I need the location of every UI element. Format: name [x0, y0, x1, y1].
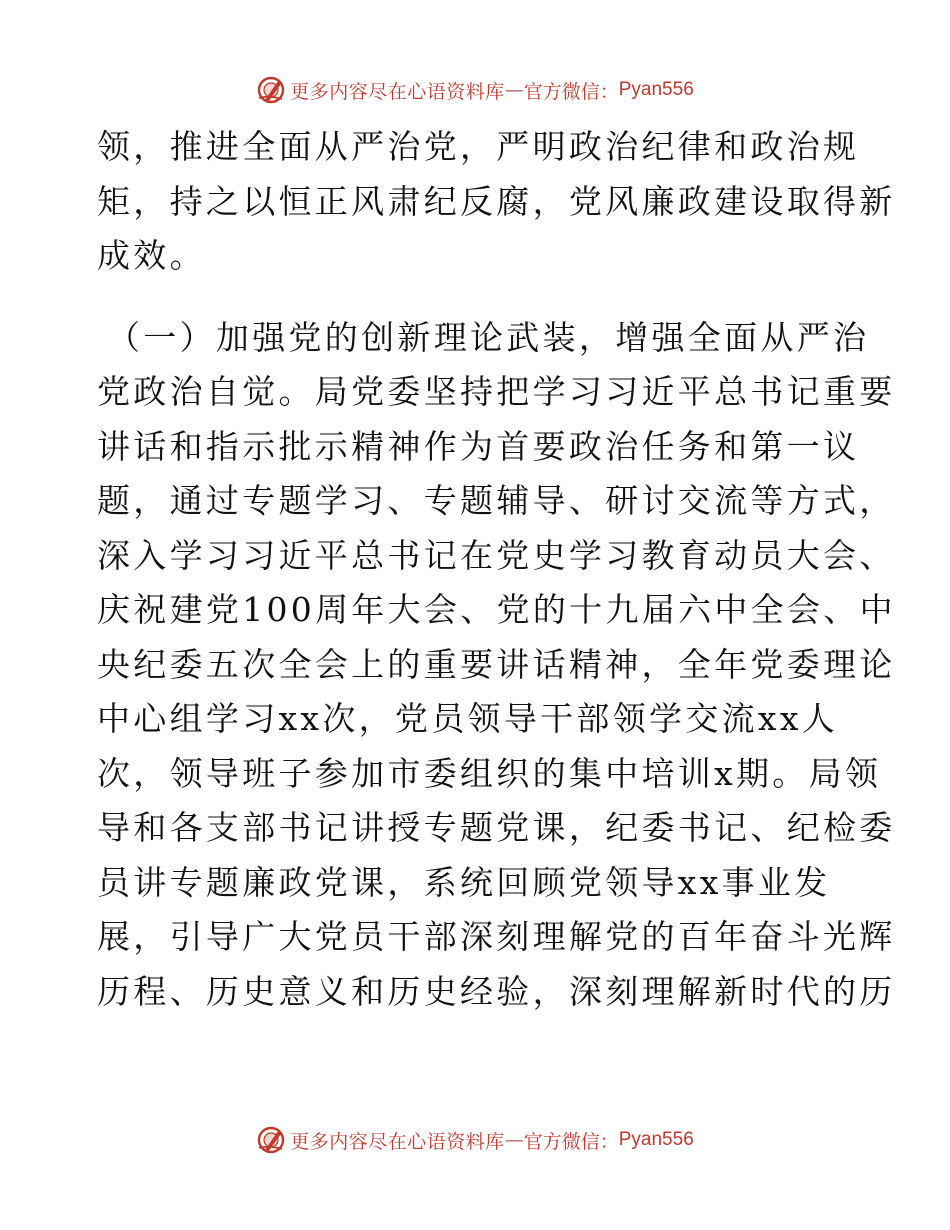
- text-line: 题，通过专题学习、专题辅导、研讨交流等方式，: [97, 481, 896, 520]
- pen-nib-logo-icon: [256, 75, 286, 105]
- pen-nib-logo-icon: [256, 1125, 286, 1155]
- paragraph-2: [97, 311, 896, 1020]
- text-line: 深入学习习近平总书记在党史学习教育动员大会、: [97, 535, 896, 575]
- text-line: 党政治自觉。局党委坚持把学习习近平总书记重要: [97, 372, 896, 411]
- text-line: 中心组学习xx次，党员领导干部领学交流xx人: [97, 699, 839, 738]
- banner-wechat-id: Pyan556: [618, 1129, 694, 1150]
- banner-site-text: 更多内容尽在心语资料库: [290, 1130, 505, 1153]
- footer-banner: [0, 1120, 950, 1160]
- document-body: [97, 120, 896, 1019]
- banner-wechat-id: Pyan556: [618, 79, 694, 100]
- banner-separator: —: [504, 1129, 524, 1151]
- text-line: 员讲专题廉政党课，系统回顾党领导xx事业发: [97, 862, 831, 902]
- text-line: 历程、历史意义和历史经验，深刻理解新时代的历: [97, 971, 896, 1011]
- text-line: 庆祝建党100周年大会、党的十九届六中全会、中: [97, 590, 896, 629]
- text-line: 次，领导班子参加市委组织的集中培训x期。局领: [97, 753, 882, 793]
- text-line: 矩，持之以恒正风肃纪反腐，党风廉政建设取得新: [97, 181, 896, 221]
- text-line: 领，推进全面从严治党，严明政治纪律和政治规: [97, 127, 860, 166]
- text-line: 展，引导广大党员干部深刻理解党的百年奋斗光辉: [97, 917, 896, 956]
- text-line: 导和各支部书记讲授专题党课，纪委书记、纪检委: [97, 808, 896, 847]
- text-line: 央纪委五次全会上的重要讲话精神，全年党委理论: [97, 644, 896, 684]
- paragraph-1: [97, 120, 896, 284]
- banner-separator: —: [504, 79, 524, 101]
- text-line: 讲话和指示批示精神作为首要政治任务和第一议: [97, 426, 860, 466]
- banner-wechat-label: 官方微信：: [523, 1130, 619, 1153]
- banner-site-text: 更多内容尽在心语资料库: [290, 80, 505, 103]
- banner-wechat-label: 官方微信：: [523, 80, 619, 103]
- header-banner: [0, 70, 950, 110]
- text-line: 成效。: [97, 236, 206, 275]
- section-heading-line: （一）加强党的创新理论武装，增强全面从严治: [107, 317, 870, 357]
